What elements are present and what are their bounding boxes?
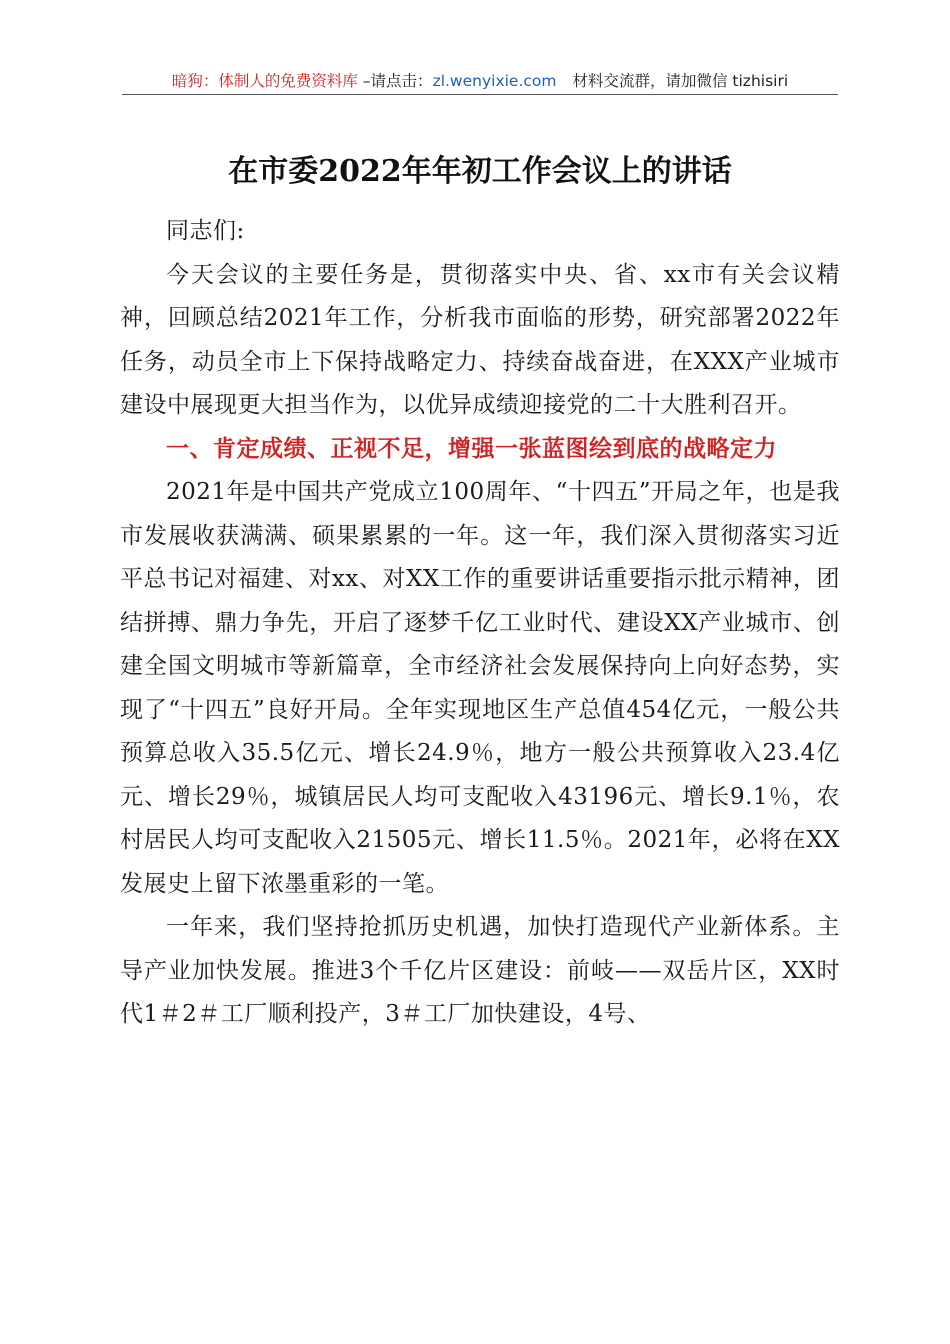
page-header: [122, 70, 838, 92]
intro-paragraph: 今天会议的主要任务是，贯彻落实中央、省、xx市有关会议精神，回顾总结2021年工作，分析我市面临的形势，研究部署2022年任务，动员全市上下保持战略定力、持续奋战奋进，在XXX产业城市建设中展现更大担当作为，以优异成绩迎接党的二十大胜利召开。: [120, 261, 840, 418]
header-site-name: 暗狗：体制人的免费资料库: [171, 72, 358, 90]
header-link[interactable]: zl.wenyixie.com: [432, 72, 557, 90]
salutation: 同志们:: [166, 218, 245, 244]
header-click-text: –请点击：: [357, 72, 433, 90]
industry-paragraph: 一年来，我们坚持抢抓历史机遇，加快打造现代产业新体系。主导产业加快发展。推进3个千亿片区建设：前岐——双岳片区，XX时代1＃2＃工厂顺利投产，3＃工厂加快建设，4号、: [120, 914, 840, 1027]
document-body: [120, 210, 840, 1037]
achievements-paragraph: 2021年是中国共产党成立100周年、“十四五”开局之年，也是我市发展收获满满、硕果累累的一年。这一年，我们深入贯彻落实习近平总书记对福建、对xx、对XX工作的重要讲话重要指示批示精神，团结拼搏、鼎力争先，开启了逐梦千亿工业时代、建设XX产业城市、创建全国文明城市等新篇章，全市经济社会发展保持向上向好态势，实现了“十四五”良好开局。全年实现地区生产总值454亿元，一般公共预算总收入35.5亿元、增长24.9％，地方一般公共预算收入23.4亿元、增长29％，城镇居民人均可支配收入43196元、增长9.1％，农村居民人均可支配收入21505元、增长11.5％。2021年，必将在XX发展史上留下浓墨重彩的一笔。: [120, 479, 840, 897]
header-divider: [122, 94, 838, 95]
section-heading-1: 一、肯定成绩、正视不足，增强一张蓝图绘到底的战略定力: [166, 435, 777, 462]
document-title: 在市委2022年年初工作会议上的讲话: [228, 154, 732, 189]
header-group-text: 材料交流群，请加微信 tizhisiri: [572, 72, 789, 90]
